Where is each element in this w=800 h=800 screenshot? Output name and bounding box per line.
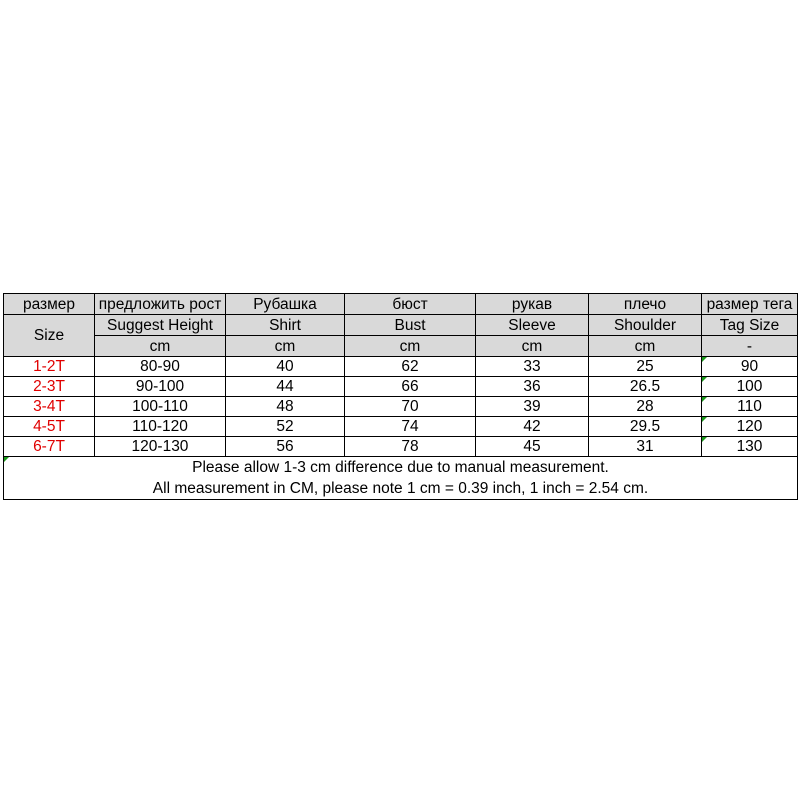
note-line-1: Please allow 1-3 cm difference due to manual measurement. [192,459,609,476]
table-row [4,437,798,457]
tag-cell: 100 [702,377,798,397]
sleeve-cell: 33 [476,357,589,377]
bust-cell: 62 [345,357,476,377]
size-chart-table [3,293,798,500]
size-cell: 2-3T [4,377,95,397]
header-row-russian [4,294,798,315]
shoulder-cell: 26.5 [589,377,702,397]
header-ru-shirt: Рубашка [226,294,345,315]
header-en-tag: Tag Size [702,315,798,336]
header-ru-bust: бюст [345,294,476,315]
sleeve-cell: 39 [476,397,589,417]
shoulder-cell: 25 [589,357,702,377]
bust-cell: 74 [345,417,476,437]
shirt-cell: 52 [226,417,345,437]
sleeve-cell: 45 [476,437,589,457]
header-ru-tag: размер тега [702,294,798,315]
height-cell: 100-110 [95,397,226,417]
note-row [4,457,798,500]
shoulder-cell: 31 [589,437,702,457]
unit-shoulder: cm [589,336,702,357]
unit-bust: cm [345,336,476,357]
header-ru-height: предложить рост [95,294,226,315]
height-cell: 90-100 [95,377,226,397]
tag-cell: 90 [702,357,798,377]
tag-cell: 130 [702,437,798,457]
header-ru-sleeve: рукав [476,294,589,315]
size-cell: 4-5T [4,417,95,437]
tag-cell: 120 [702,417,798,437]
table-row [4,377,798,397]
note-line-2: All measurement in CM, please note 1 cm = 0.39 inch, 1 inch = 2.54 cm. [152,480,649,497]
sleeve-cell: 42 [476,417,589,437]
height-cell: 120-130 [95,437,226,457]
unit-height: cm [95,336,226,357]
header-row-english [4,315,798,336]
tag-cell: 110 [702,397,798,417]
unit-sleeve: cm [476,336,589,357]
header-en-shirt: Shirt [226,315,345,336]
unit-shirt: cm [226,336,345,357]
shirt-cell: 48 [226,397,345,417]
header-ru-shoulder: плечо [589,294,702,315]
header-size: Size [4,315,95,357]
header-en-bust: Bust [345,315,476,336]
sleeve-cell: 36 [476,377,589,397]
unit-tag: - [702,336,798,357]
shoulder-cell: 29.5 [589,417,702,437]
height-cell: 110-120 [95,417,226,437]
measurement-note [4,457,798,500]
shoulder-cell: 28 [589,397,702,417]
bust-cell: 66 [345,377,476,397]
size-cell: 6-7T [4,437,95,457]
header-row-units [4,336,798,357]
table-row [4,417,798,437]
size-cell: 3-4T [4,397,95,417]
bust-cell: 78 [345,437,476,457]
bust-cell: 70 [345,397,476,417]
header-en-height: Suggest Height [95,315,226,336]
height-cell: 80-90 [95,357,226,377]
header-ru-size: размер [4,294,95,315]
shirt-cell: 44 [226,377,345,397]
shirt-cell: 56 [226,437,345,457]
header-en-shoulder: Shoulder [589,315,702,336]
shirt-cell: 40 [226,357,345,377]
size-cell: 1-2T [4,357,95,377]
header-en-sleeve: Sleeve [476,315,589,336]
table-row [4,397,798,417]
table-row [4,357,798,377]
